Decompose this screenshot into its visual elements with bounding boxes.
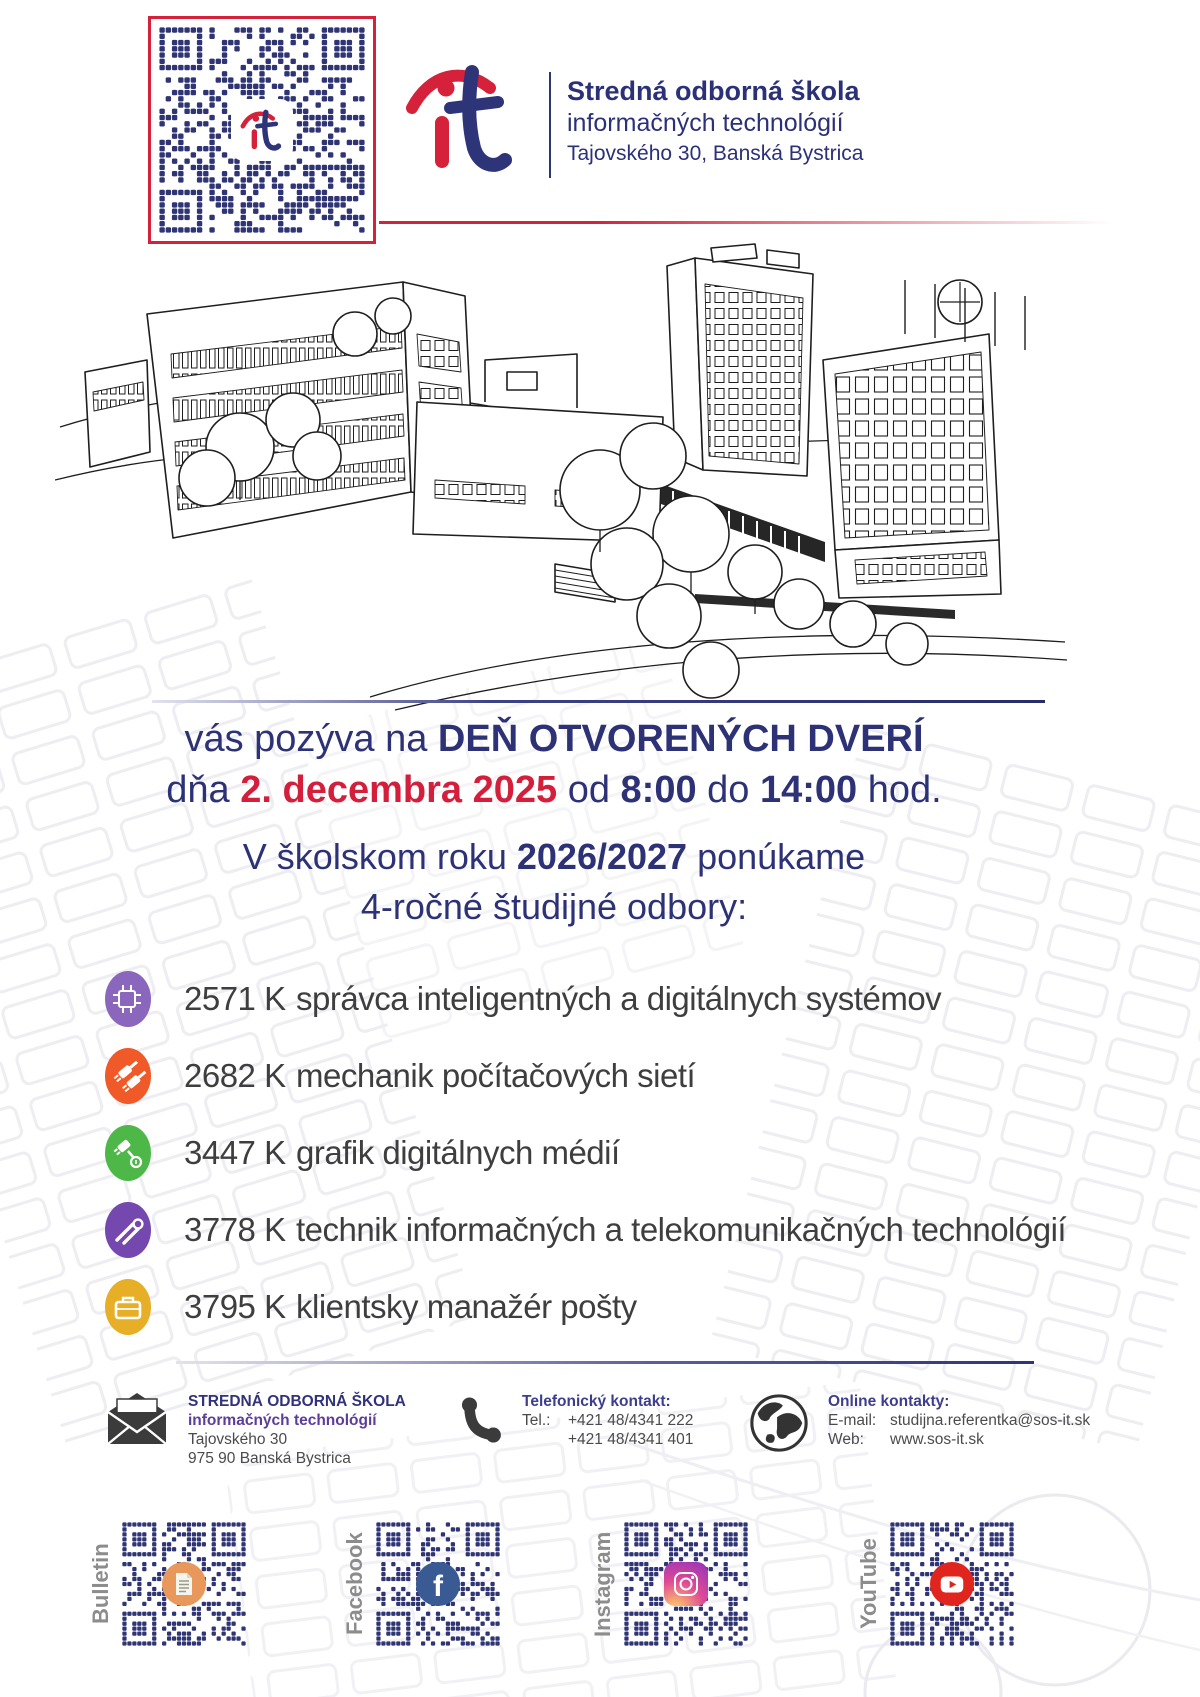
- footer-school-name: STREDNÁ ODBORNÁ ŠKOLA: [188, 1393, 406, 1410]
- phone-title: Telefonický kontakt:: [522, 1393, 671, 1410]
- it-figure-logo: [239, 107, 285, 153]
- program-code: 2571 K: [184, 979, 286, 1017]
- offer-line-1: V školskom roku 2026/2027 ponúkame: [242, 836, 866, 877]
- it-figure-logo: [402, 58, 522, 178]
- program-name: klientsky manažér pošty: [296, 1287, 637, 1325]
- program-row: [104, 1037, 1066, 1114]
- phone-block: [458, 1392, 693, 1449]
- program-row: [104, 1268, 1066, 1345]
- web-label: Web:: [828, 1431, 864, 1448]
- offer-text: [0, 832, 1108, 932]
- chip-icon: [104, 970, 152, 1028]
- event-date: 2. decembra 2025: [240, 769, 558, 811]
- qr-bulletin: [88, 1522, 246, 1646]
- footer-city: 975 90 Banská Bystrica: [188, 1450, 351, 1467]
- program-code: 3778 K: [184, 1210, 286, 1248]
- qr-center-logo: [231, 99, 293, 161]
- address-block: [104, 1392, 406, 1468]
- qr-facebook: [342, 1522, 500, 1646]
- qr-facebook-label: Facebook: [342, 1532, 367, 1636]
- school-name: Stredná odborná škola: [567, 76, 860, 106]
- logo-divider: [549, 72, 551, 178]
- program-code: 2682 K: [184, 1056, 286, 1094]
- briefcase-icon: [104, 1278, 152, 1336]
- invitation-line-2: dňa 2. decembra 2025 od 8:00 do 14:00 hod.: [166, 769, 942, 811]
- web-value: www.sos-it.sk: [890, 1431, 984, 1448]
- offer-line-2: 4-ročné študijné odbory:: [360, 886, 748, 927]
- programs-list: [104, 960, 1066, 1345]
- instagram-icon: [664, 1562, 708, 1606]
- tools-icon: [104, 1201, 152, 1259]
- envelope-icon: [104, 1392, 170, 1446]
- program-row: [104, 960, 1066, 1037]
- program-name: technik informačných a telekomunikačných technológií: [296, 1210, 1067, 1248]
- program-code: 3795 K: [184, 1287, 286, 1325]
- event-name: DEŇ OTVORENÝCH DVERÍ: [437, 718, 924, 760]
- program-row: [104, 1191, 1066, 1268]
- globe-icon: [748, 1392, 810, 1454]
- phone-label: Tel.:: [522, 1412, 551, 1429]
- school-identity: [567, 74, 863, 168]
- email-label: E-mail:: [828, 1412, 877, 1429]
- event-time-from: 8:00: [620, 769, 697, 811]
- qr-youtube-label: YouTube: [856, 1538, 881, 1630]
- invitation-line-1: vás pozýva na DEŇ OTVORENÝCH DVERÍ: [184, 718, 924, 760]
- cable-plug-icon: [104, 1047, 152, 1105]
- phone-icon: [458, 1392, 504, 1448]
- footer-school-field: informačných technológií: [188, 1412, 377, 1429]
- section-divider-top: [152, 700, 1045, 703]
- school-field: informačných technológií: [567, 109, 844, 137]
- program-name: grafik digitálnych médií: [296, 1133, 620, 1171]
- qr-youtube: [856, 1522, 1014, 1646]
- qr-instagram-label: Instagram: [590, 1531, 615, 1637]
- program-row: [104, 1114, 1066, 1191]
- qr-instagram: [590, 1522, 748, 1646]
- program-code: 3447 K: [184, 1133, 286, 1171]
- red-accent-line: [379, 221, 1144, 224]
- event-time-to: 14:00: [759, 769, 858, 811]
- campus-illustration: [55, 242, 1070, 712]
- youtube-icon: [930, 1562, 974, 1606]
- school-year: 2026/2027: [516, 836, 688, 877]
- program-name: mechanik počítačových sietí: [296, 1056, 696, 1094]
- footer-street: Tajovského 30: [188, 1431, 288, 1448]
- section-divider-bottom: [176, 1361, 1034, 1364]
- program-name: správca inteligentných a digitálnych systémov: [296, 979, 942, 1017]
- facebook-icon: f: [416, 1562, 460, 1606]
- bulletin-doc-icon: [162, 1562, 206, 1606]
- phone-number-1: +421 48/4341 222: [568, 1412, 694, 1429]
- online-title: Online kontakty:: [828, 1393, 950, 1410]
- email-value: studijna.referentka@sos-it.sk: [890, 1412, 1091, 1429]
- qr-bulletin-label: Bulletin: [88, 1543, 113, 1625]
- school-address: Tajovského 30, Banská Bystrica: [567, 142, 864, 165]
- invitation-text: [0, 714, 1108, 816]
- phone-number-2: +421 48/4341 401: [568, 1431, 694, 1448]
- online-block: [748, 1392, 1090, 1454]
- pen-plug-icon: [104, 1124, 152, 1182]
- school-qr-code: [148, 16, 376, 244]
